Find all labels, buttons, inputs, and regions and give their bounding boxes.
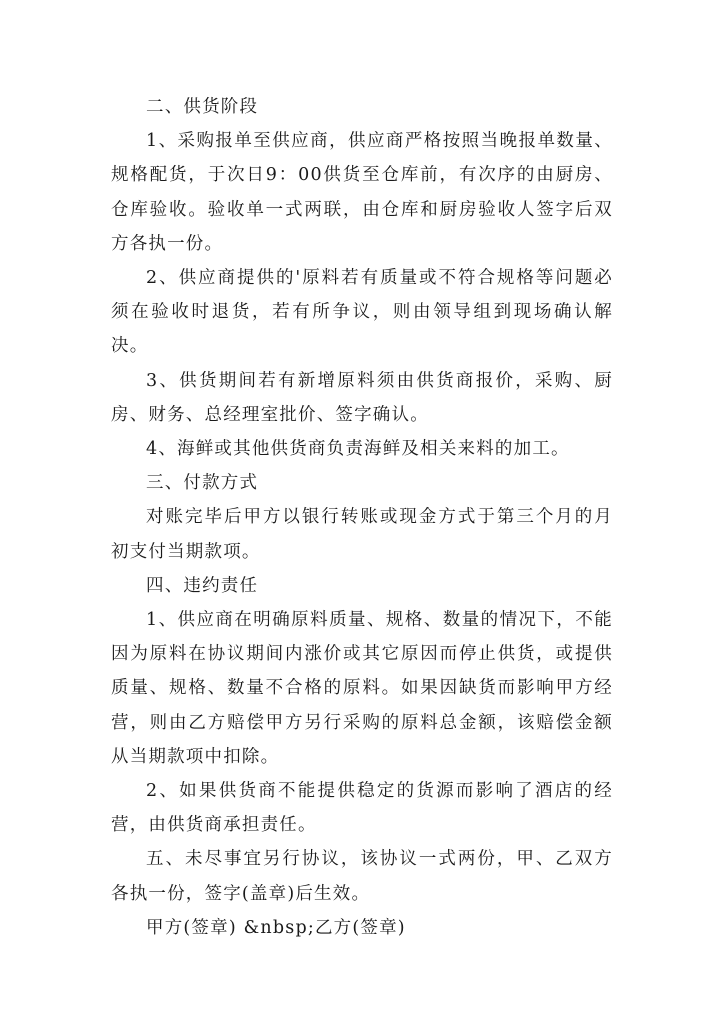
paragraph-clause-2: 2、供应商提供的'原料若有质量或不符合规格等问题必须在验收时退货，若有所争议，则由领导组到现场确认解决。	[111, 268, 613, 357]
section-heading-supply-stage: 二、供货阶段	[146, 97, 259, 117]
signature-line: 甲方(签章) &nbsp;乙方(签章)	[146, 917, 406, 938]
paragraph-breach-2: 2、如果供货商不能提供稳定的货源而影响了酒店的经营，由供货商承担责任。	[111, 781, 613, 836]
paragraph-clause-1: 1、采购报单至供应商，供应商严格按照当晚报单数量、规格配货，于次日9：00供货至仓库前，有次序的由厨房、仓库验收。验收单一式两联，由仓库和厨房验收人签字后双方各执一份。	[111, 131, 613, 254]
section-heading-payment: 三、付款方式	[146, 473, 259, 494]
paragraph-clause-3: 3、供货期间若有新增原料须由供货商报价，采购、厨房、财务、总经理室批价、签字确认。	[111, 370, 613, 425]
paragraph-clause-4: 4、海鲜或其他供货商负责海鲜及相关来料的加工。	[146, 439, 570, 460]
section-heading-breach: 四、违约责任	[146, 575, 259, 596]
paragraph-payment: 对账完毕后甲方以银行转账或现金方式于第三个月的月初支付当期款项。	[111, 507, 613, 562]
paragraph-breach-1: 1、供应商在明确原料质量、规格、数量的情况下，不能因为原料在协议期间内涨价或其它原因而停止供货，或提供质量、规格、数量不合格的原料。如果因缺货而影响甲方经营，则由乙方赔偿甲方另行采购的原料总金额，该赔偿金额从当期款项中扣除。	[111, 610, 613, 767]
document-body	[111, 90, 613, 945]
paragraph-misc: 五、未尽事宜另行协议，该协议一式两份，甲、乙双方各执一份，签字(盖章)后生效。	[111, 849, 613, 904]
